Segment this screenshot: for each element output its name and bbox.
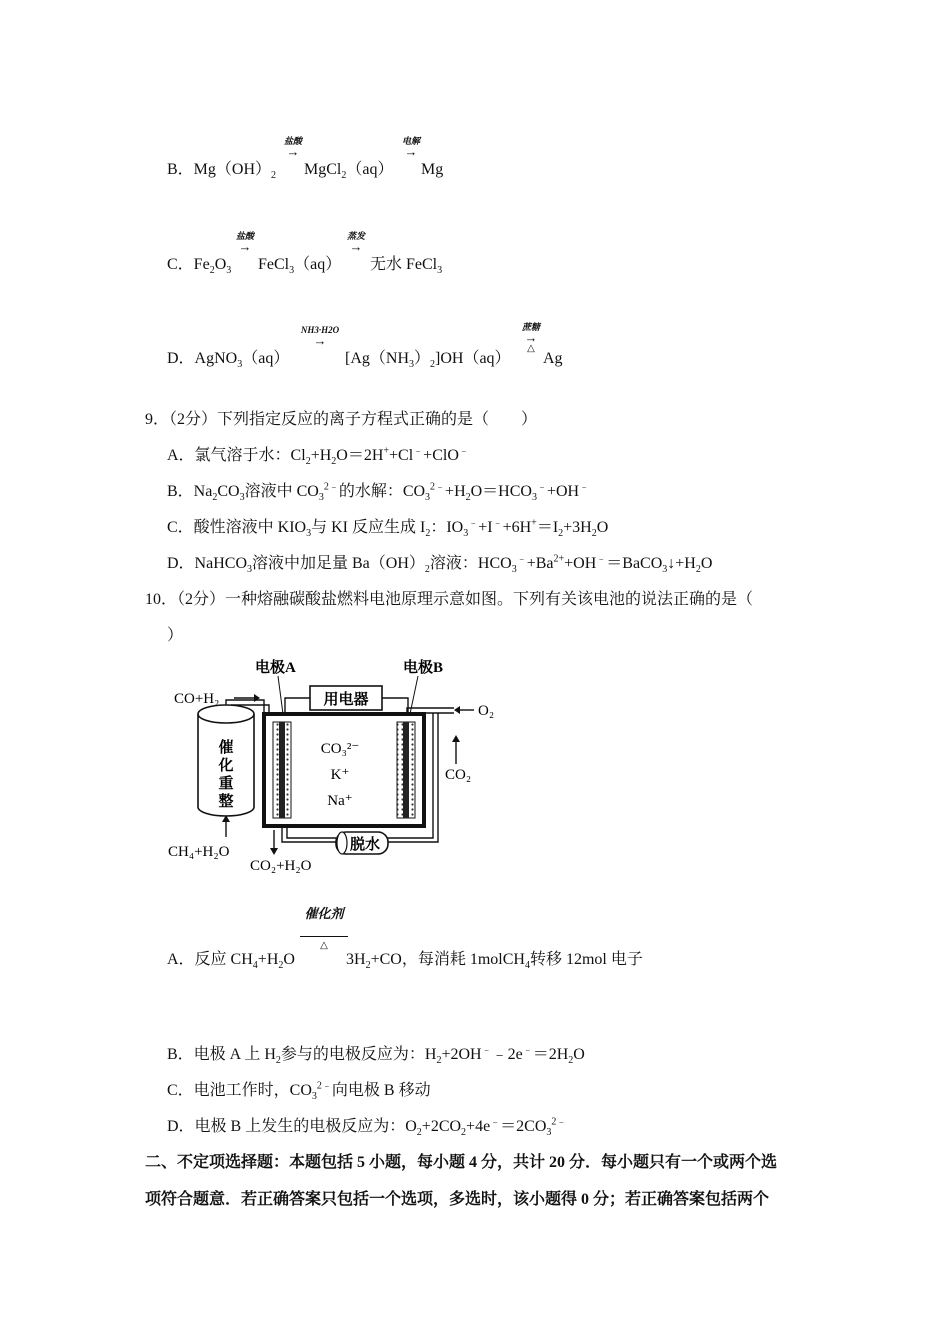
wire-right xyxy=(382,698,408,714)
q8-d-middle: $[Ag(NH_3)_2]OH(aq)$ xyxy=(345,350,511,371)
wire-left xyxy=(285,698,310,714)
q8-option-d: D．AgNO$_3$（aq） xyxy=(167,350,290,371)
section2-heading-line1: 二、不定项选择题：本题包括 5 小题，每小题 4 分，共计 20 分．每小题只有一个或两个选 xyxy=(145,1154,778,1171)
q8-option-b: B．$Mg(OH)_2$ xyxy=(167,161,277,182)
q8-b-arrow-1: 盐酸 → xyxy=(279,136,307,158)
ion-carbonate: CO₃²⁻ xyxy=(320,741,360,757)
co2-label: CO₂ xyxy=(445,767,472,783)
q8-option-c: C．$Fe_2O_3$ xyxy=(167,256,232,277)
arrow-head-icon xyxy=(254,694,260,702)
right-arrow-icon: → xyxy=(313,333,327,348)
input-bottom-label: CH₄+H₂O xyxy=(168,844,230,860)
q10-stem: 10．（2分）一种熔融碳酸盐燃料电池原理示意如图。下列有关该电池的说法正确的是（ xyxy=(145,591,754,608)
outlet-label: CO₂+H₂O xyxy=(250,858,312,874)
q9-option-d: D．NaHCO$_3$溶液中加足量 $Ba(OH)_2$溶液：$HCO_3^﹣+Ba^{2+}+OH^﹣=BaCO_3↓+H_2O$ xyxy=(167,553,713,576)
right-arrow-icon: → xyxy=(238,239,252,254)
reformer-char-4: 整 xyxy=(218,794,234,810)
arrow-head-icon xyxy=(270,848,278,855)
reformer-char-2: 化 xyxy=(218,758,234,774)
q8-d-end: Ag xyxy=(543,350,563,367)
q10-option-b: B．电极 A 上 $H_2$参与的电极反应为：$H_2+2OH^﹣﹣2e^﹣=2H_2O$ xyxy=(167,1044,585,1067)
load-label: 用电器 xyxy=(323,692,369,708)
q10-option-a: A．反应 $CH_4+H_2O$ xyxy=(167,951,295,972)
electrode-a-label: 电极A xyxy=(255,660,296,676)
ion-sodium: Na⁺ xyxy=(327,793,353,809)
q10-option-d: D．电极 B 上发生的电极反应为：$O_2+2CO_2+4e^﹣=2CO_3^{2﹣}$ xyxy=(167,1116,567,1139)
q8-c-end: 无水 FeCl$_3$ xyxy=(370,256,443,277)
anode-outlet-pipe xyxy=(282,826,336,842)
right-arrow-icon: → xyxy=(286,144,300,159)
q9-option-c: C．酸性溶液中 $KIO_3$与 KI 反应生成 $I_2$：$IO_3^﹣+I^﹣+6H^+=I_2+3H_2O$ xyxy=(167,517,609,540)
q10-a-catalyst-condition: 催化剂 △ xyxy=(300,906,348,951)
o2-label: O₂ xyxy=(478,703,495,719)
section2-heading-line2: 项符合题意．若正确答案只包括一个选项，多选时，该小题得 0 分；若正确答案包括两个 xyxy=(145,1191,770,1208)
q9-stem: 9．（2分）下列指定反应的离子方程式正确的是（ ） xyxy=(145,411,538,428)
q8-c-arrow-1: 盐酸 → xyxy=(231,231,259,253)
fuel-cell-diagram xyxy=(160,652,505,877)
q8-b-end: Mg xyxy=(421,161,444,178)
q8-b-middle: MgCl$_2$（aq） xyxy=(304,161,394,182)
right-arrow-icon: → xyxy=(349,239,363,254)
electrode-a-core xyxy=(279,722,285,818)
ion-potassium: K⁺ xyxy=(330,767,350,783)
arrow-head-icon xyxy=(452,735,460,742)
q8-c-arrow-2: 蒸发 → xyxy=(342,231,370,253)
q10-option-c: C．电池工作时，$CO_3^{2﹣}$向电极 B 移动 xyxy=(167,1080,431,1103)
reformer-top xyxy=(198,705,254,723)
electrode-b-label: 电极B xyxy=(403,660,444,676)
dehydrator-label: 脱水 xyxy=(349,837,381,853)
dehydrator-cap xyxy=(337,832,347,854)
q8-c-middle: FeCl$_3$（aq） xyxy=(258,256,342,277)
arrow-head-icon xyxy=(454,706,460,714)
right-arrow-icon: → xyxy=(404,144,418,159)
q10-stem-end: ） xyxy=(167,627,184,644)
right-arrow-icon: → xyxy=(524,330,538,345)
q8-d-arrow-1: NH3·H2O → xyxy=(290,325,350,347)
leader-a xyxy=(278,676,283,714)
electrode-b-core xyxy=(403,722,409,818)
reformer-char-3: 重 xyxy=(218,776,234,792)
q8-b-arrow-2: 电解 → xyxy=(397,136,425,158)
input-top-label: CO+H₂ xyxy=(174,691,220,707)
q8-d-arrow-2: 蔗糖 → △ xyxy=(517,322,545,354)
q9-option-b: B．$Na_2CO_3$溶液中 $CO_3^{2﹣}$的水解：$CO_3^{2﹣}+H_2O=HCO_3^﹣+OH^﹣$ xyxy=(167,481,590,504)
q10-option-a-rest: $3H_2+CO$，每消耗 1molCH$_4$转移 12mol 电子 xyxy=(346,951,643,972)
q9-option-a: A．氯气溶于水：$Cl_2+H_2O=2H^++Cl^﹣+ClO^﹣$ xyxy=(167,445,469,468)
reformer-char-1: 催 xyxy=(218,740,234,756)
